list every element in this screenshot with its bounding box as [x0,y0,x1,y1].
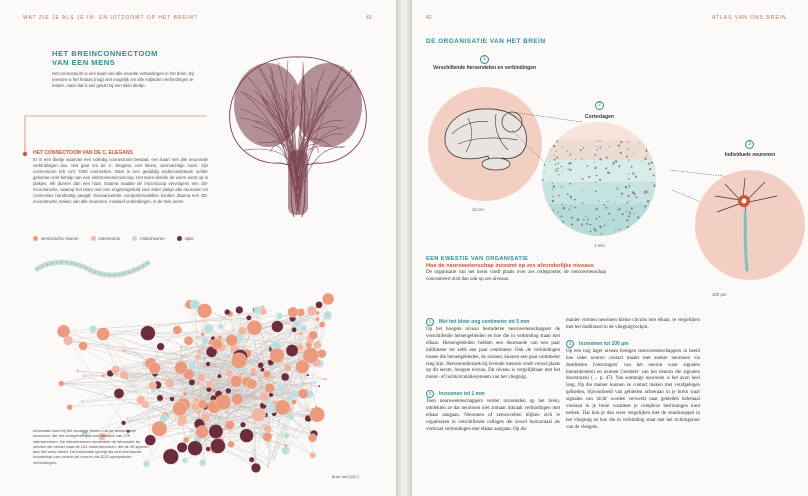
section-number-1: 1 [426,318,434,326]
brain-tractography-image [218,45,378,220]
connectome-title [52,49,158,67]
text-column-1 [426,318,560,434]
running-head-left: WAT ZIE JE ALS JE IN- EN UITZOOMT OP HET BREIN? [23,15,198,21]
legend-dot-motorneuron [132,236,137,241]
scale-label-3: 100 µm [712,292,727,297]
right-page [412,0,808,496]
level-circle-2 [542,122,656,236]
page-number-left: 43 [366,15,372,21]
legend-item-interneuron: interneuron [91,236,121,241]
legend-dot-muscle [177,236,182,241]
neuron-legend [33,236,194,241]
article-headline: Hoe de neurowetenschap inzoomt op zes afzonderlijke niveaus [426,263,594,269]
text-column-2 [566,318,700,432]
celegans-section [33,150,208,205]
image-credit: Brain Vari (2017) [332,475,359,479]
left-page [0,0,396,496]
level-label-1: Verschillende hersendelen en verbindingen [432,65,537,71]
cortex-layers-illustration [542,122,656,236]
level-label-3: Individuele neuronen [724,152,776,158]
scale-label-2: 1 mm [594,243,605,248]
network-caption: Informatie komt bij het wormpje binnen via de sensorische neuronen, die het doorgeven aan een netwerk van 279 interneuronen. De interneuronen verwerken de informatie en zenden die verder naar de 124 motorneuronen, die de 95 spieren aan het werk zetten. De informatie springt als een chemische boodschap van neuron tot neuron via 3222 synaptische verbindingen. [33,428,149,465]
section-heading-1: Met het blote oog centimeter tot 5 mm [439,319,530,325]
section-header-1 [426,318,560,326]
level-circle-3 [695,170,805,280]
legend-item-motorneuron: motorneuron [132,236,164,241]
section-header-3 [566,340,700,348]
connectome-intro: Het connectoom is een kaart van alle neurale verbindingen in het brein. Bij mensen is het helaas (nog) niet mogelijk om alle miljarden verbindingen te meten, maar dat is wel gelukt bij een klein diertje. [52,71,194,88]
section-heading-3: Inzoomen tot 100 µm [579,340,629,347]
celegans-body: Er is een diertje waarvan een volledig connectoom bestaat, een kaart met alle neuronale verbindingen dus. Het gaat om de C. Elegans, een kleine, wormachtige soort. Zijn connectoom telt zo'n 7000 connecties. Daar is een geduldig onderzoeksteam achter gekomen met behulp van een elektronenmicroscoop. Het team deelde de worm eerst op in plakjes, elk dunner dan een haar. Daarna maakte de microscoop vervolgens een 3D-reconstructie, waarop het team met een engelengeduld voor ieder plakje alle neuronen en connecties handmatig aangaf. Geavanceerde computermodellen konden daarna een 3D-reconstructie maken van alle neuronen, inclusief verbindingen, in de hele worm. [33,157,208,204]
legend-dot-sensory [33,236,38,241]
section-text-2-continued: manier vormen neuronen kleine circuits met elkaar, te vergelijken met het dashboard in de vliegtuigcockpit. [566,318,700,330]
level-label-2: Cortexlagen [585,114,614,120]
running-head-right: ATLAS VAN ONS BREIN [712,15,787,21]
neuron-illustration [695,170,805,280]
article-intro [426,256,606,284]
section-text-1: Op het hoogste niveau bestuderen neurowetenschappers de verschillende hersengebieden en hoe die in verbinding staan met elkaar. Hersengebieden hebben een doorsnede van een paar millimeter tot zelfs een paar centimeter. Ook de verbindingen tussen die hersengebieden, de axonen, kunnen een paar centimeter lang zijn. Hersenonderzoek bij levende mensen vindt vooral plaats op dit eerste, hoogste niveau. Dit niveau is vergelijkbaar met het motor- of luchtcirculatiesysteem van het vliegtuig. [426,327,560,381]
section-header-2 [426,390,560,398]
level-badge-1: 1 [480,55,489,64]
article-lead: De organisatie van het brein vindt plaats over zes ordegrootte; de neurowetenschap concentreert zich dan ook op zes niveaus. [426,270,606,282]
celegans-subhead: HET CONNECTOOM VAN DE C. ELEGANS [33,150,133,156]
level-badge-3: 3 [745,140,754,149]
legend-dot-interneuron [91,236,96,241]
article-kicker: EEN KWESTIE VAN ORGANISATIE [426,256,529,262]
organisation-title: DE ORGANISATIE VAN HET BREIN [426,38,546,45]
section-number-3: 3 [566,340,574,348]
page-number-right: 42 [426,15,432,21]
book-spine [396,0,412,496]
title-line-1: HET BREINCONNECTOOM [52,49,158,58]
section-heading-2: Inzoomen tot 1 mm [439,391,485,398]
scale-label-1: 10 cm [472,207,484,212]
section-number-2: 2 [426,390,434,398]
legend-item-muscle: spier [177,236,194,241]
legend-item-sensory: sensorische neuron [33,236,79,241]
section-text-2: Toen neurowetenschappers verder inzoomden op het brein, ontdekten ze dat neuronen niet zomaar lukraak verbindingen met elkaar aangaan. Neuronen of zenuwcellen blijken zich te organiseren in verschillende cellagen die zowel horizontaal als verticaal verbindingen met elkaar aangaan. Op die [426,399,560,432]
section-text-3: Op een nog lager niveau brengen neurowetenschappers in beeld hoe ieder neuron contact maakt met andere neuronen via dendrieten ('ontvangers' van het neuron waar signalen binnenkomen) en axonen ('zenders' van het neuron die signalen doorsturen) (→ p. 47). Van sommige neuronen is het axon heel lang. Op die manier kunnen ze contact maken met verafgelegen gebieden, bijvoorbeeld van gebieden achteraan in je brein waar signalen van 'zicht' worden verwerkt naar gebieden helemaal vooraan in je brein waarmee je complexe beslissingen kunt nemen. Dat kun je dan weer vergelijken met de stuurknuppel in het vliegtuig en hoe die in verbinding staat met het richtingsroer van de vleugels. [566,348,700,430]
level-badge-2: 2 [595,101,604,110]
title-line-2: VAN EEN MENS [52,58,116,67]
